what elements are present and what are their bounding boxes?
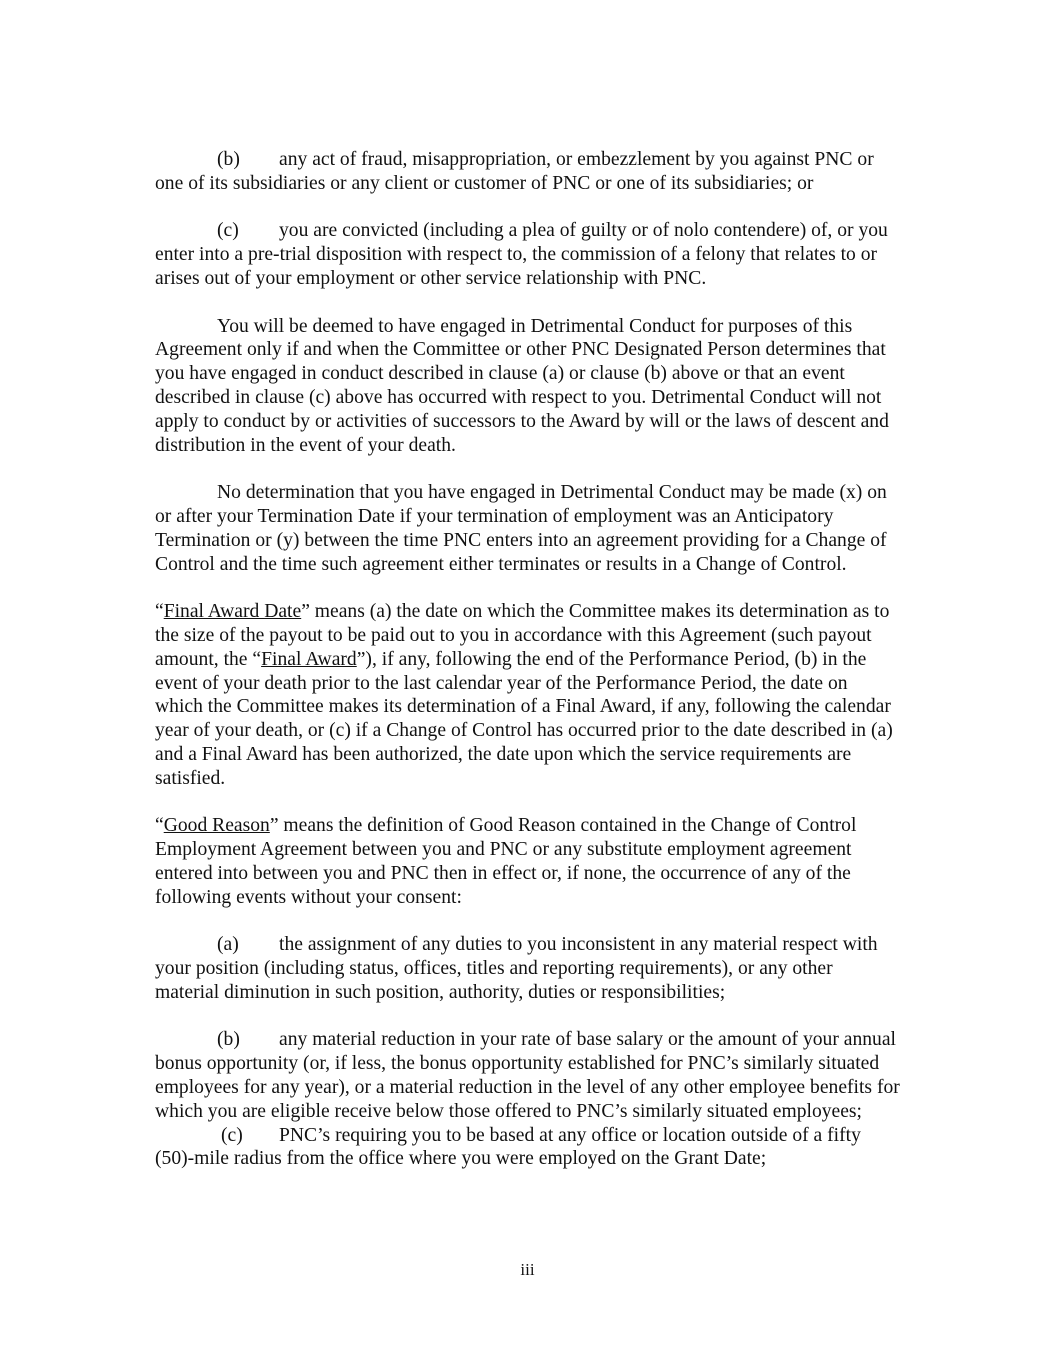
definition-good-reason bbox=[155, 814, 900, 909]
paragraph-text: No determination that you have engaged in Detrimental Conduct may be made (x) on or after your Termination Date if your termination of employment was an Anticipatory Termination or (y) between the time PNC enters into an agreement providing for a Change of Control and the time such agreement either terminates or results in a Change of Control. bbox=[155, 482, 887, 575]
clause-label: (b) bbox=[217, 149, 240, 170]
clause-text: PNC’s requiring you to be based at any office or location outside of a fifty (50)-mile radius from the office where you were employed on the Grant Date; bbox=[155, 1124, 861, 1170]
definition-text: ” means (a) the date on which the Committee makes its determination as to the size of the payout to be paid out to you in accordance with this Agreement (such payout amount, the “ bbox=[155, 601, 890, 670]
defined-term-final-award-date: Final Award Date bbox=[163, 601, 302, 623]
clause-c-felony bbox=[155, 219, 900, 290]
clause-label: (b) bbox=[217, 1029, 240, 1051]
clause-label: (c) bbox=[221, 1124, 243, 1146]
clause-b-fraud bbox=[155, 148, 900, 196]
definition-text: ” means the definition of Good Reason contained in the Change of Control Employment Agreement between you and PNC or any substitute employment agreement entered into between you and PNC then in effect or, if none, the occurrence of any of the following events without your consent: bbox=[155, 815, 857, 908]
clause-text: you are convicted (including a plea of guilty or of nolo contendere) of, or you enter into a pre-trial disposition with respect to, the commission of a felony that relates to or arises out of your employment or other service relationship with PNC. bbox=[155, 220, 888, 289]
clause-label: (c) bbox=[217, 220, 239, 242]
clause-label: (a) bbox=[217, 934, 239, 956]
clause-text: any act of fraud, misappropriation, or embezzlement by you against PNC or one of its subsidiaries or any client or customer of PNC or one of its subsidiaries; or bbox=[155, 149, 874, 194]
clause-c-relocation bbox=[155, 1124, 900, 1172]
definition-text-continued: ”), if any, following the end of the Performance Period, (b) in the event of your death prior to the last calendar year of the Performance Period, the date on which the Committee makes its determination of a Final Award, if any, following the calendar year of your death, or (c) if a Change of Control has occurred prior to the date described in (a) and a Final Award has been authorized, the date upon which the service requirements are satisfied. bbox=[155, 648, 893, 789]
defined-term-good-reason: Good Reason bbox=[163, 815, 270, 837]
defined-term-final-award: Final Award bbox=[261, 648, 357, 670]
clause-text: the assignment of any duties to you inconsistent in any material respect with your position (including status, offices, titles and reporting requirements), or any other material diminution in such position, authority, duties or responsibilities; bbox=[155, 934, 878, 1003]
clause-b-salary-reduction bbox=[155, 1028, 900, 1123]
paragraph-text: You will be deemed to have engaged in Detrimental Conduct for purposes of this Agreement only if and when the Committee or other PNC Designated Person determines that you have engaged in conduct described in clause (a) or clause (b) above or that an event described in clause (c) above has occurred with respect to you. Detrimental Conduct will not apply to conduct by or activities of successors to the Award by will or the laws of descent and distribution in the event of your death. bbox=[155, 315, 889, 456]
open-quote: “ bbox=[155, 815, 164, 837]
open-quote: “ bbox=[155, 601, 164, 623]
paragraph-no-determination bbox=[155, 481, 900, 576]
definition-final-award-date bbox=[155, 600, 900, 790]
clause-text: any material reduction in your rate of base salary or the amount of your annual bonus opportunity (or, if less, the bonus opportunity established for PNC’s similarly situated employees for any year), or a material reduction in the level of any other employee benefits for which you are eligible receive below those offered to PNC’s similarly situated employees; bbox=[155, 1029, 900, 1122]
clause-a-duties bbox=[155, 933, 900, 1004]
page-number: iii bbox=[520, 1260, 535, 1279]
paragraph-deemed-detrimental-conduct bbox=[155, 315, 900, 458]
document-page bbox=[155, 148, 900, 1171]
